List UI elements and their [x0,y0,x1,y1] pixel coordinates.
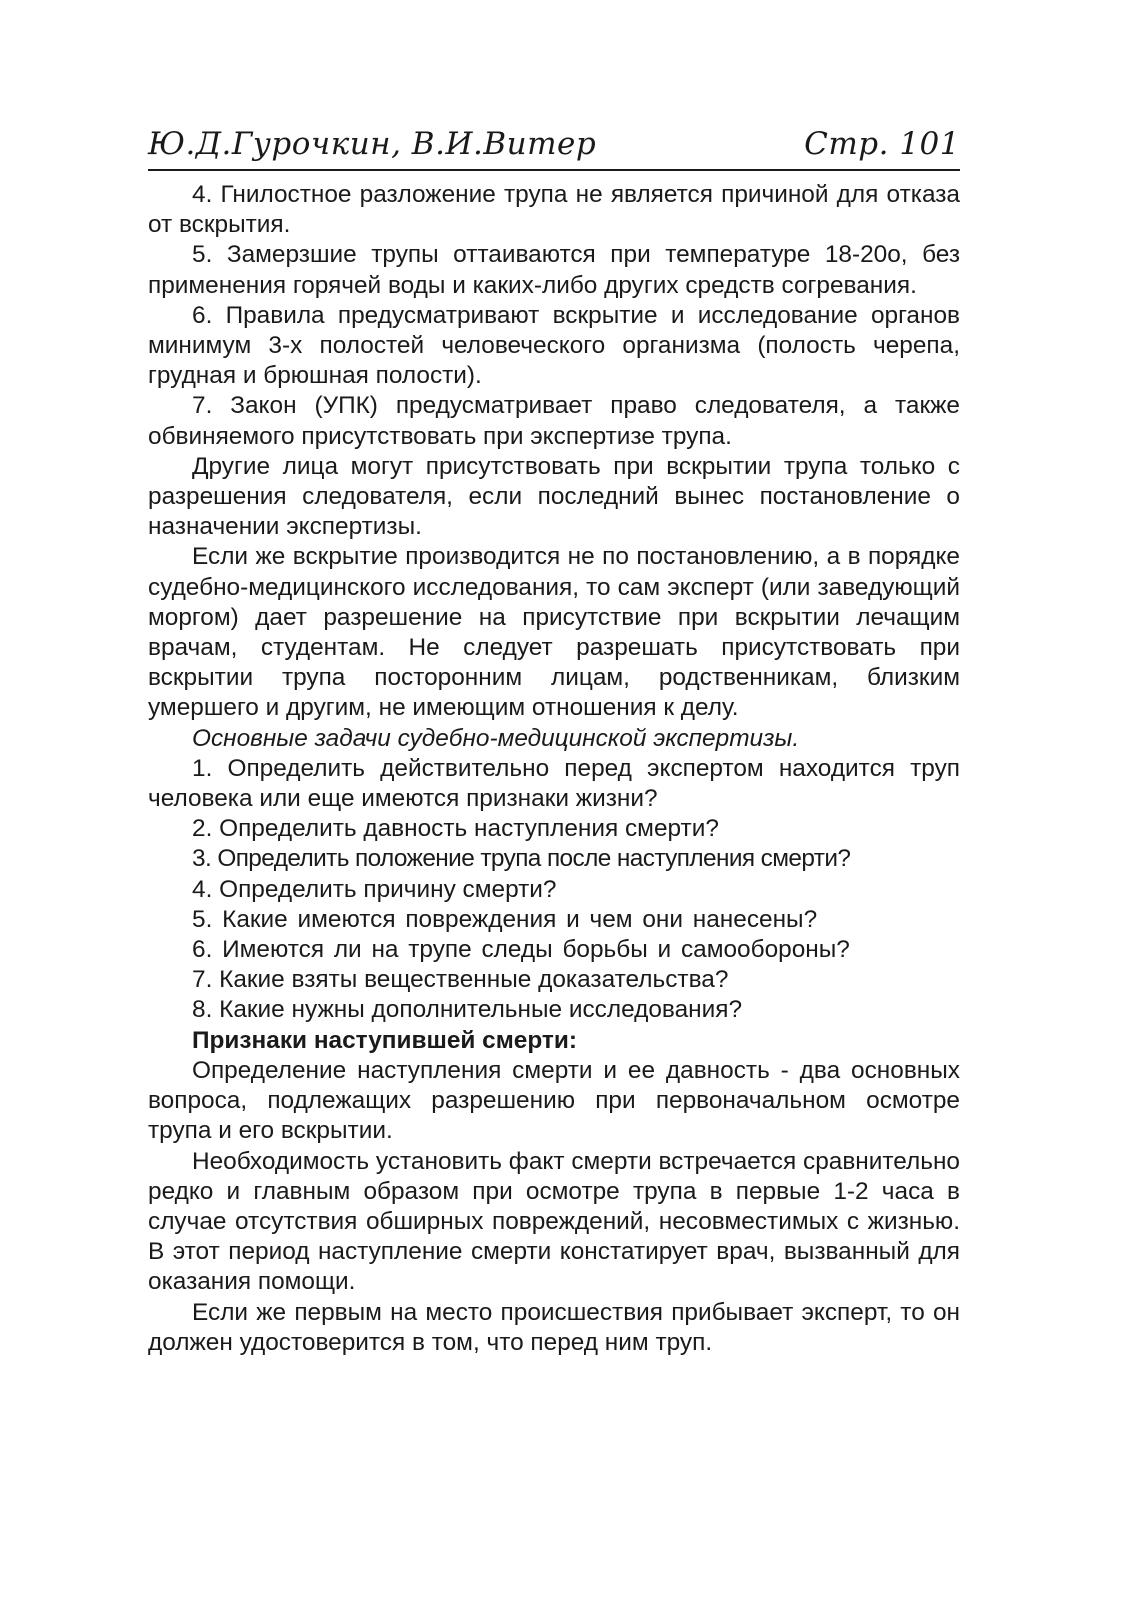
list-item: 3. Определить положение трупа после наступления смерти? [192,845,851,873]
list-item: 4. Определить причину смерти? [192,875,557,903]
paragraph: Другие лица могут присутствовать при вскрытии трупа только с разрешения следователя, если последний вынес постановление о назначении экспертизы. [148,452,960,541]
section-heading-tasks: Основные задачи судебно-медицинской экспертизы. [192,724,800,752]
document-page [148,118,960,1358]
list-item: 7. Какие взяты вещественные доказательства? [192,966,729,994]
section-heading-signs: Признаки наступившей смерти: [192,1026,577,1054]
paragraph: 7. Закон (УПК) предусматривает право следователя, а также обвиняемого присутствовать при экспертизе трупа. [148,392,960,450]
paragraph: Необходимость установить факт смерти встречается сравнительно редко и главным образом при осмотре трупа в первые 1-2 часа в случае отсутствия обширных повреждений, несовместимых с жизнью. В этот период наступление смерти констатирует врач, вызванный для оказания помощи. [148,1147,960,1296]
paragraph: 6. Правила предусматривают вскрытие и исследование органов минимум 3-х полостей человеческого организма (полость черепа, грудная и брюшная полости). [148,301,960,390]
running-header [148,118,960,162]
list-item: 8. Какие нужны дополнительные исследования? [192,996,743,1024]
paragraph: Если же вскрытие производится не по постановлению, а в порядке судебно-медицинского исследования, то сам эксперт (или заведующий моргом) дает разрешение на присутствие при вскрытии лечащим врачам, студентам. Не следует разрешать присутствовать при вскрытии трупа посторонним лицам, родственникам, близким умершего и другим, не имеющим отношения к делу. [148,543,960,722]
paragraph: Определение наступления смерти и ее давность - два основных вопроса, подлежащих разрешению при первоначальном осмотре трупа и его вскрытии. [148,1056,960,1145]
header-rule [148,169,960,171]
paragraph: Если же первым на место происшествия прибывает эксперт, то он должен удостоверится в том, что перед ним труп. [148,1298,960,1356]
paragraph: 5. Замерзшие трупы оттаиваются при температуре 18-20о, без применения горячей воды и каких-либо других средств согревания. [148,241,960,299]
document-body [148,180,960,1358]
header-page-number: Стр. 101 [804,126,960,162]
list-item: 2. Определить давность наступления смерти? [192,815,719,843]
paragraph: 4. Гнилостное разложение трупа не является причиной для отказа от вскрытия. [148,181,960,239]
header-authors: Ю.Д.Гурочкин, В.И.Витер [148,126,597,162]
list-item: 5. Какие имеются повреждения и чем они нанесены? [192,905,818,933]
list-item: 1. Определить действительно перед экспертом находится труп человека или еще имеются признаки жизни? [148,754,960,813]
list-item: 6. Имеются ли на трупе следы борьбы и самообороны? [192,936,850,964]
